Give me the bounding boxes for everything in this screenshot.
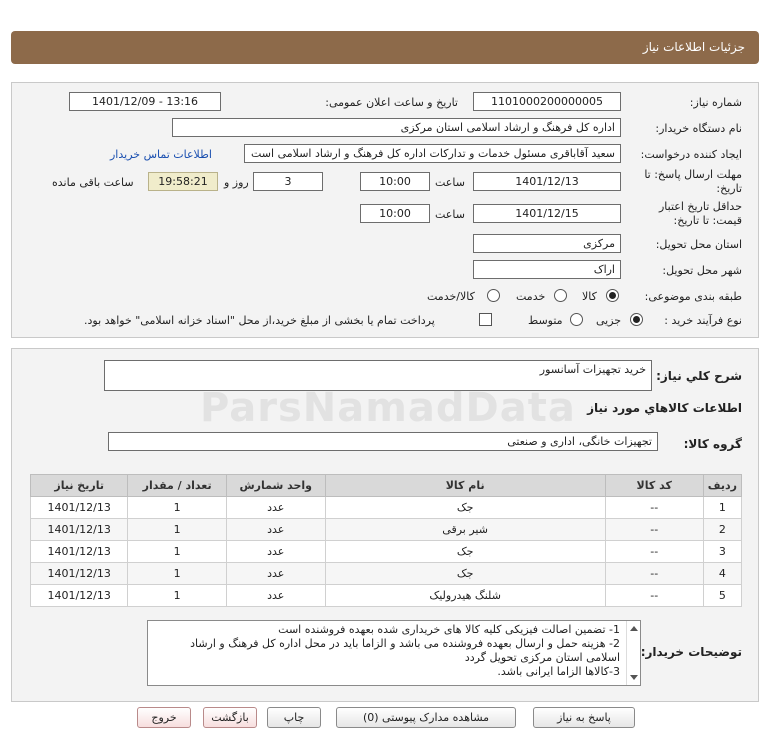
summary-label: شرح کلي نياز: [656,369,742,383]
goods-group-field: تجهیزات خانگی، اداری و صنعتی [108,432,658,451]
cell-quantity: 1 [128,585,226,607]
print-button[interactable]: چاپ [267,707,321,728]
exit-button[interactable]: خروج [137,707,191,728]
process-medium-radio[interactable] [570,313,583,326]
deadline-date-field: 1401/12/13 [473,172,621,191]
page-header [11,31,759,64]
need-number-label: شماره نیاز: [689,96,742,109]
cell-item-name: جک [325,541,605,563]
category-goods-label: کالا [582,290,597,303]
remaining-label: ساعت باقی مانده [52,176,134,189]
process-medium-label: متوسط [528,314,563,327]
category-label: طبقه بندی موضوعی: [644,290,742,303]
items-table [30,474,742,607]
category-goods-service-radio[interactable] [487,289,500,302]
cell-unit: عدد [226,497,325,519]
cell-quantity: 1 [128,563,226,585]
cell-quantity: 1 [128,519,226,541]
deadline-label: مهلت ارسال پاسخ: تا تاریخ: [644,168,742,195]
validity-label: حداقل تاریخ اعتبار قیمت: تا تاریخ: [658,200,742,227]
cell-row-number: 3 [703,541,741,563]
scroll-up-icon[interactable] [630,626,638,631]
col-unit: واحد شمارش [226,475,325,497]
requester-label: ایجاد کننده درخواست: [640,148,742,161]
city-field: اراک [473,260,621,279]
watermark: ParsNamadData [200,385,576,431]
province-label: استان محل تحویل: [655,238,742,251]
col-row-number: ردیف [703,475,741,497]
attachments-button[interactable]: مشاهده مدارک پیوستی (0) [336,707,516,728]
table-row [31,497,742,519]
cell-need-date: 1401/12/13 [31,519,128,541]
process-label: نوع فرآیند خرید : [664,314,742,327]
announce-label: تاریخ و ساعت اعلان عمومی: [325,96,458,109]
table-row [31,563,742,585]
back-button[interactable]: بازگشت [203,707,257,728]
buyer-org-field: اداره کل فرهنگ و ارشاد اسلامی استان مرکزی [172,118,621,137]
cell-quantity: 1 [128,497,226,519]
cell-item-name: شلنگ هیدرولیک [325,585,605,607]
category-goods-service-label: کالا/خدمت [427,290,475,303]
validity-time-field: 10:00 [360,204,430,223]
cell-item-name: جک [325,563,605,585]
goods-group-label: گروه کالا: [683,437,742,451]
note-line: 2- هزینه حمل و ارسال بعهده فروشنده می باشد و الزاما باید در محل اداره کل فرهنگ و ارشاد اسلامی استان مرکزی تحویل گردد [190,637,620,664]
cell-need-date: 1401/12/13 [31,541,128,563]
treasury-payment-checkbox[interactable] [479,313,492,326]
col-need-date: تاریخ نیاز [31,475,128,497]
cell-unit: عدد [226,563,325,585]
cell-row-number: 4 [703,563,741,585]
treasury-payment-note: پرداخت تمام یا بخشی از مبلغ خرید،از محل "اسناد خزانه اسلامی" خواهد بود. [84,314,435,327]
table-row [31,519,742,541]
note-line: 3-کالاها الزاما ایرانی باشد. [497,665,620,678]
days-label: روز و [224,176,249,189]
items-table-header [31,475,742,497]
deadline-time-field: 10:00 [360,172,430,191]
cell-quantity: 1 [128,541,226,563]
city-label: شهر محل تحویل: [662,264,742,277]
cell-item-code: -- [605,563,703,585]
note-line: 1- تضمین اصالت فیزیکی کلیه کالا های خریداری شده بعهده فروشنده است [278,623,620,636]
cell-item-code: -- [605,585,703,607]
col-quantity: تعداد / مقدار [128,475,226,497]
notes-scrollbar[interactable] [626,621,640,685]
col-item-code: کد کالا [605,475,703,497]
requester-field: سعید آقاباقری مسئول خدمات و تدارکات اداره کل فرهنگ و ارشاد اسلامی است [244,144,621,163]
announce-field: 1401/12/09 - 13:16 [69,92,221,111]
reply-button[interactable]: پاسخ به نیاز [533,707,635,728]
days-remaining-field: 3 [253,172,323,191]
cell-item-code: -- [605,519,703,541]
validity-date-field: 1401/12/15 [473,204,621,223]
category-goods-radio[interactable] [606,289,619,302]
cell-row-number: 5 [703,585,741,607]
buyer-notes-label: توضیحات خریدار: [640,645,742,659]
cell-need-date: 1401/12/13 [31,585,128,607]
process-minor-label: جزیی [596,314,622,327]
cell-row-number: 1 [703,497,741,519]
summary-field: خرید تجهیزات آسانسور [104,360,652,391]
table-row [31,585,742,607]
category-service-label: خدمت [516,290,546,303]
need-number-field: 1101000200000005 [473,92,621,111]
buyer-org-label: نام دستگاه خریدار: [655,122,742,135]
scroll-down-icon[interactable] [630,675,638,680]
cell-item-code: -- [605,541,703,563]
cell-item-code: -- [605,497,703,519]
goods-info-title: اطلاعات کالاهاي مورد نياز [587,401,742,415]
cell-item-name: جک [325,497,605,519]
cell-unit: عدد [226,541,325,563]
table-row [31,541,742,563]
process-minor-radio[interactable] [630,313,643,326]
cell-need-date: 1401/12/13 [31,497,128,519]
deadline-time-label: ساعت [435,176,465,189]
col-item-name: نام کالا [325,475,605,497]
province-field: مرکزی [473,234,621,253]
cell-need-date: 1401/12/13 [31,563,128,585]
cell-item-name: شیر برقی [325,519,605,541]
remaining-time-field: 19:58:21 [148,172,218,191]
cell-row-number: 2 [703,519,741,541]
cell-unit: عدد [226,585,325,607]
page-title: جزئیات اطلاعات نیاز [642,40,745,54]
cell-unit: عدد [226,519,325,541]
validity-time-label: ساعت [435,208,465,221]
buyer-notes-box [147,620,641,686]
buyer-contact-link[interactable]: اطلاعات تماس خریدار [110,148,212,161]
category-service-radio[interactable] [554,289,567,302]
